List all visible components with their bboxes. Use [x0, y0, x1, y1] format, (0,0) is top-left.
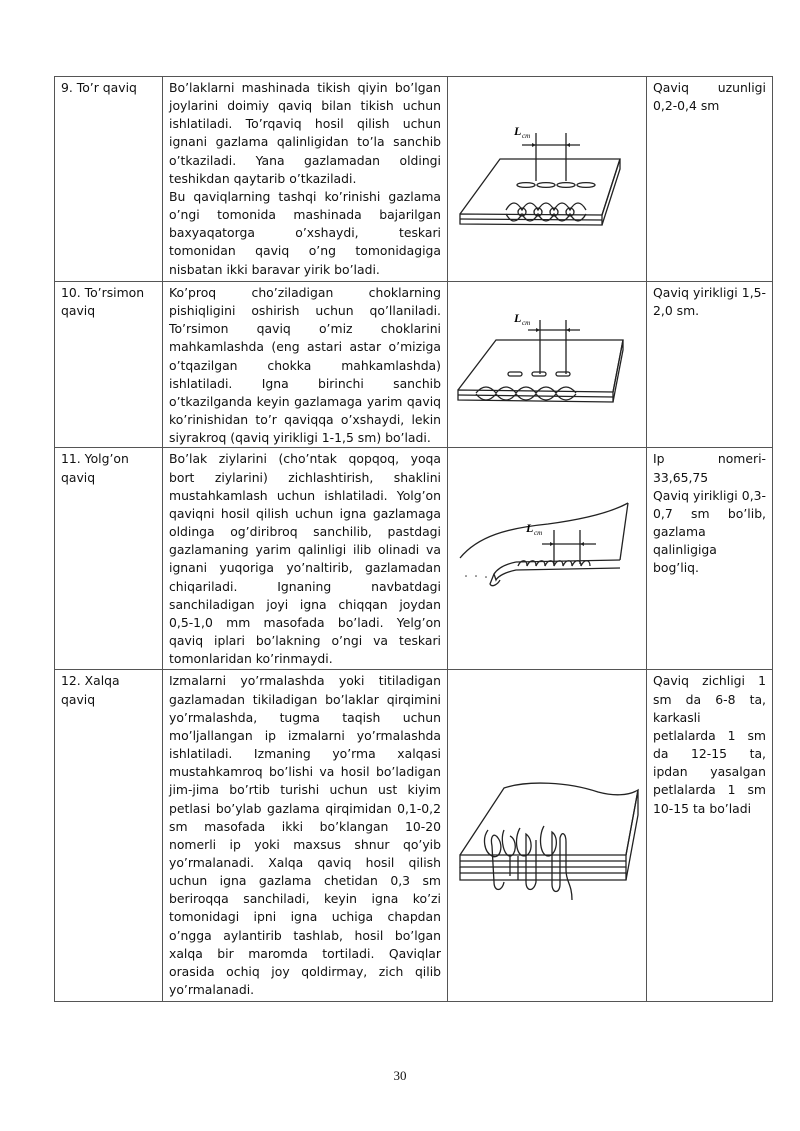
stitch-length-subscript: ст — [522, 132, 531, 140]
desc-line: yo’rmalanadi. Xalqa qaviq hosil qilish — [169, 854, 441, 870]
herringbone-stitch-diagram — [448, 282, 647, 445]
stitch-size-note: Qaviq yirikligi 0,3-0,7 sm bo’lib, gazlama qalinligiga bog’liq. — [653, 487, 766, 576]
stitch-name: 11. Yolg’on qaviq — [55, 448, 163, 670]
desc-line: siyrakroq (qaviq yirikligi 1-1,5 sm) bo’ladi. — [169, 430, 431, 446]
desc-line: bort ziylarini) zichlashtirish, shaklini — [169, 469, 441, 485]
desc-line: tomonidan qaviq o’ng tomonidagiga — [169, 243, 441, 259]
stitch-note: Qaviq zichligi 1 sm da 6-8 ta, karkasli petlalarda 1 sm da 12-15 ta, ipdan yasalgan petlalarda 1 sm 10-15 ta bo’ladi — [647, 670, 773, 1002]
desc-line: sm masofada ikki bo’klangan 10-20 — [169, 818, 441, 834]
desc-line: o’tkaziladi. Yana gazlamadan oldingi — [169, 152, 441, 168]
page-number: 30 — [393, 1068, 407, 1083]
table-row — [55, 448, 773, 670]
cross-stitch-diagram — [448, 77, 647, 282]
stitch-note: Qaviq uzunligi 0,2-0,4 sm — [647, 77, 773, 282]
desc-line: beriroqqa sanchiladi, keyin igna ko’zi — [169, 891, 441, 907]
stitch-name: 9. To’r qaviq — [55, 77, 163, 282]
desc-line: ishlatiladi. Igna birinchi sanchib — [169, 375, 441, 391]
desc-line: mustahkamlash uchun ishlatiladi. Yolg’on — [169, 487, 441, 503]
desc-line: Bo’laklarni mashinada tikish qiyin bo’lgan — [169, 80, 441, 95]
stitch-name: 12. Xalqa qaviq — [55, 670, 163, 1002]
thread-number-note: Ip nomeri-33,65,75 — [653, 451, 766, 485]
desc-line: Bu qaviqlarning tashqi ko’rinishi gazlama — [169, 188, 441, 204]
desc-line: joylarini doimiy qaviq bilan tikish uchun — [169, 98, 441, 114]
desc-line: o’ngga aylantirib tashlab, hosil bo’lgan — [169, 927, 441, 943]
desc-line: qaviq iplari bo’lakning o’ngi va teskari — [169, 632, 441, 648]
desc-line: mustahkamroq bo’lishi va hosil bo’ladigan — [169, 764, 441, 780]
desc-line: baxyaqatorga o’xshaydi, teskari — [169, 225, 441, 241]
desc-line: uchun igna gazlama chetidan 0,3 sm — [169, 873, 441, 889]
desc-line: chiqariladi. Ignaning navbatdagi — [169, 578, 441, 594]
desc-line: orasida ochiq joy qoldirmay, zich qilib — [169, 963, 441, 979]
stitch-name: 10. To’rsimon qaviq — [55, 282, 163, 448]
stitch-illustration — [448, 670, 647, 1002]
desc-line: ignani yuqoriga yo’naltirib, gazlamadan — [169, 560, 441, 576]
stitch-length-label: L — [514, 124, 522, 138]
desc-line: o’ngi tomonida mashinada bajarilgan — [169, 207, 441, 223]
desc-line: nomerli ip yoki maxsus shnur qo’yib — [169, 836, 441, 852]
desc-line: petlasi bo’ylab gazlama qirqimidan 0,1-0,2 — [169, 800, 441, 816]
desc-line: tomonlaridan ko’rinmaydi. — [169, 651, 333, 667]
desc-line: ignani gazlama qalinligidan to’la sanchib — [169, 134, 441, 150]
desc-line: mahkamlashda (eng astari astar o’miziga — [169, 339, 441, 355]
stitch-table — [54, 76, 773, 1002]
desc-line: Ko’proq cho’ziladigan choklarning — [169, 285, 441, 300]
stitch-note — [647, 448, 773, 670]
desc-line: o’tqazilgan chokka mahkamlashda) — [169, 357, 441, 373]
stitch-description — [163, 670, 448, 1002]
desc-line: jim-jima bo’rtib turishi uchun ust kiyim — [169, 782, 441, 798]
desc-line: tomonidagi ipni igna uchiga chapdan — [169, 909, 441, 925]
stitch-illustration — [448, 77, 647, 282]
desc-line: nisbatan ikki baravar yirik bo’ladi. — [169, 261, 380, 277]
desc-line: pishiqligini oshirish uchun qo’llaniladi. — [169, 303, 441, 319]
table-row — [55, 282, 773, 448]
desc-line: gazlamadan tikiladigan bo’laklar qirqimini — [169, 691, 441, 707]
desc-line: yo’rmalanadi. — [169, 982, 255, 998]
desc-line: ishlatiladi. Izmaning yo’rma xalqasi — [169, 746, 441, 762]
desc-line: qaviqni hosil qilish uchun igna gazlamaga — [169, 505, 441, 521]
desc-line: oldinga og’diribroq sanchilib, pastdagi — [169, 524, 441, 540]
desc-line: ko’rinishidan to’r qaviqqa o’xshaydi, lekin — [169, 412, 441, 428]
desc-line: o’tkazilganda keyin gazlamaga yarim qaviq — [169, 393, 441, 409]
stitch-description — [163, 282, 448, 448]
stitch-description — [163, 77, 448, 282]
blind-stitch-diagram — [448, 448, 647, 670]
desc-line: 0,5-1,0 mm masofada bo’ladi. Yelg’on — [169, 614, 441, 630]
desc-line: mo’ljallangan ip izmalarni yo’rmalashda — [169, 727, 441, 743]
table-row — [55, 77, 773, 282]
desc-line: Izmalarni yo’rmalashda yoki titiladigan — [169, 673, 441, 689]
stitch-illustration — [448, 282, 647, 448]
stitch-length-label: L — [514, 311, 522, 325]
stitch-description — [163, 448, 448, 670]
desc-line: Bo’lak ziylarini (cho’ntak qopqoq, yoqa — [169, 451, 441, 467]
desc-line: gazlamaning yarim qalinligi ilib olinadi va — [169, 542, 441, 558]
stitch-note: Qaviq yirikligi 1,5-2,0 sm. — [647, 282, 773, 448]
desc-line: ishlatiladi. To’rqaviq hosil qilish uchun — [169, 116, 441, 132]
desc-line: To’rsimon qaviq o’miz choklarini — [169, 321, 441, 337]
stitch-length-subscript: ст — [522, 319, 531, 327]
stitch-length-label: L — [526, 521, 534, 536]
stitch-length-subscript: ст — [534, 529, 543, 538]
desc-line: xalqa bir maromda tortiladi. Qaviqlar — [169, 945, 441, 961]
desc-line: teshikdan qaytarib o’tkaziladi. — [169, 170, 357, 186]
stitch-illustration — [448, 448, 647, 670]
table-row — [55, 670, 773, 1002]
buttonhole-stitch-diagram — [448, 670, 647, 1002]
desc-line: yo’rmalashda, tugma taqish uchun — [169, 709, 441, 725]
desc-line: sanchiladigan joyi igna chiqqan joydan — [169, 596, 441, 612]
